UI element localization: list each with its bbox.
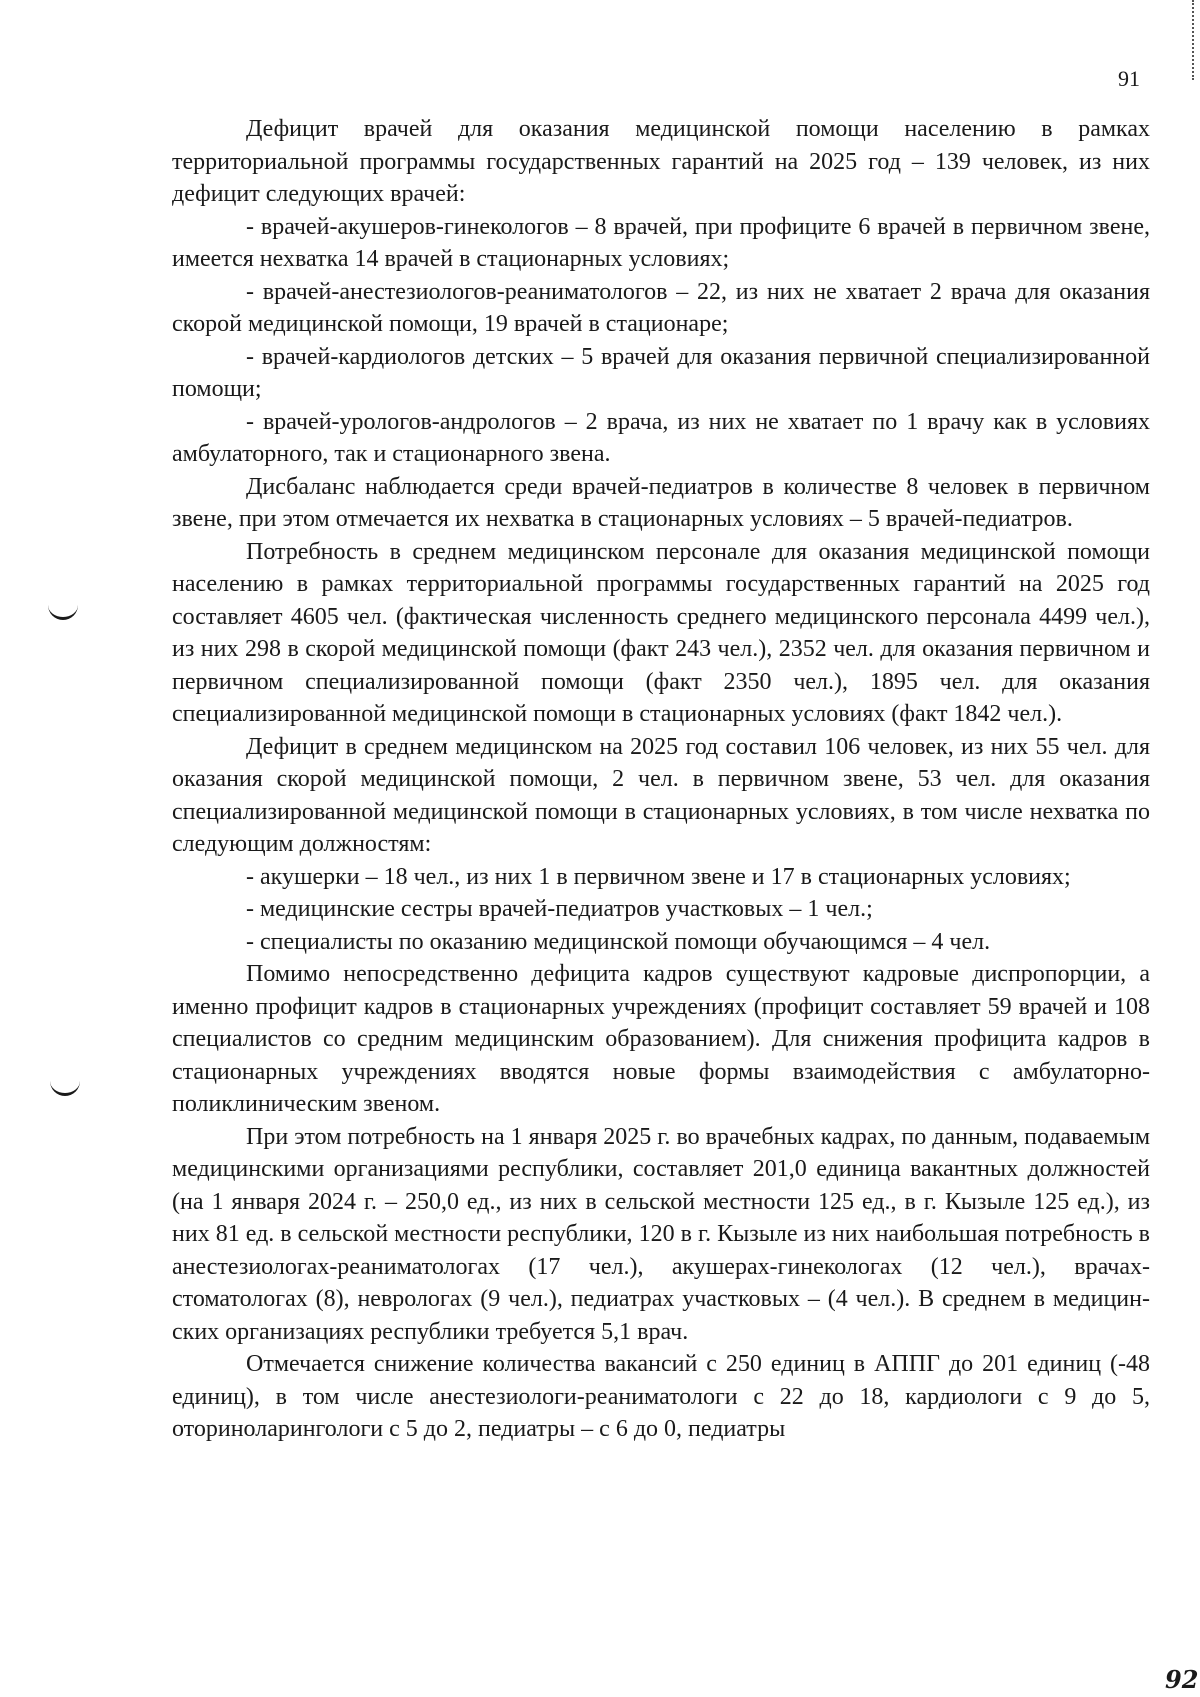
paragraph: - врачей-анестезиологов-реаниматологов – 22, из них не хватает 2 врача для оказания скорой медицинской помощи, 19 врачей в стационаре; [172, 278, 1150, 337]
page-number: 91 [1118, 66, 1140, 91]
paragraph: - врачей-кардиологов детских – 5 врачей для оказания первичной специализированной помощи; [172, 343, 1150, 402]
paragraph: - врачей-акушеров-гинекологов – 8 врачей, при профиците 6 врачей в первичном звене, имеется нехватка 14 врачей в стационарных условиях; [172, 213, 1150, 272]
paragraph: При этом потребность на 1 января 2025 г. во врачебных кадрах, по данным, подаваемым медицинскими организациями республики, составляет 201,0 единица вакантных должностей (на 1 января 2024 г. – 250,0 ед., из них в сельской местности 125 ед., в г. Кызыле 125 ед.), из них 81 ед. в сельской местности республики, 120 в г. Кызыле из них наибольшая потребность в анестезиологах-реаниматологах (17 чел.), акушерах-гинекологах (12 чел.), врачах-стоматологах (8), неврологах (9 чел.), педиатрах участковых – (4 чел.). В среднем в медицинских организациях республики требуется 5,1 врач. [172, 1123, 1150, 1345]
handwritten-page-number: 92 [1165, 1665, 1199, 1694]
paragraph: Отмечается снижение количества вакансий с 250 единиц в АППГ до 201 единиц (-48 единиц), в том числе анестезиологи-реаниматологи с 22 до 18, кардиологи с 9 до 5, оториноларингологи с 5 до 2, педиатры – с 6 до 0, педиатры [172, 1351, 1150, 1442]
paragraph: - медицинские сестры врачей-педиатров участковых – 1 чел.; [246, 896, 873, 922]
paragraph: - врачей-урологов-андрологов – 2 врача, из них не хватает по 1 врачу как в условиях амбулаторного, так и стационарного звена. [172, 408, 1150, 467]
paragraph: Дефицит врачей для оказания медицинской помощи населению в рамках территориальной программы государственных гарантий на 2025 год – 139 человек, из них дефицит следующих врачей: [172, 116, 1150, 207]
paragraph: - акушерки – 18 чел., из них 1 в первичном звене и 17 в стационарных условиях; [246, 863, 1071, 890]
paragraph: - специалисты по оказанию медицинской помощи обучающимся – 4 чел. [246, 928, 991, 955]
paragraph: Помимо непосредственно дефицита кадров существуют кадровые диспропорции, а именно профицит кадров в стационарных учреждениях (профицит составляет 59 врачей и 108 специалистов со средним медицинским образованием). Для снижения профицита кадров в стационарных учреждениях вводятся новые формы взаимодействия с амбулаторно-поликлиническим звеном. [172, 961, 1150, 1117]
scan-margin-mark [48, 605, 78, 620]
scan-margin-mark [50, 1081, 80, 1096]
paragraph: Дисбаланс наблюдается среди врачей-педиатров в количестве 8 человек в первичном звене, при этом отмечается их нехватка в стационарных условиях – 5 врачей-педиатров. [172, 473, 1150, 532]
document-body [172, 113, 1150, 1446]
paragraph: Потребность в среднем медицинском персонале для оказания медицинской помощи населению в рамках территориальной программы государственных гарантий на 2025 год составляет 4605 чел. (фактическая численность среднего медицинского персонала 4499 чел.), из них 298 в скорой медицинской помощи (факт 243 чел.), 2352 чел. для оказания первичном и первичном специализированной помощи (факт 2350 чел.), 1895 чел. для оказания специализированной медицинской помощи в стационарных условиях (факт 1842 чел.). [172, 538, 1150, 727]
scan-edge-mark [1186, 0, 1194, 80]
paragraph: Дефицит в среднем медицинском на 2025 год составил 106 человек, из них 55 чел. для оказания скорой медицинской помощи, 2 чел. в первичном звене, 53 чел. для оказания специализированной медицинской помощи в стационарных условиях, в том числе нехватка по следующим должностям: [172, 733, 1150, 857]
